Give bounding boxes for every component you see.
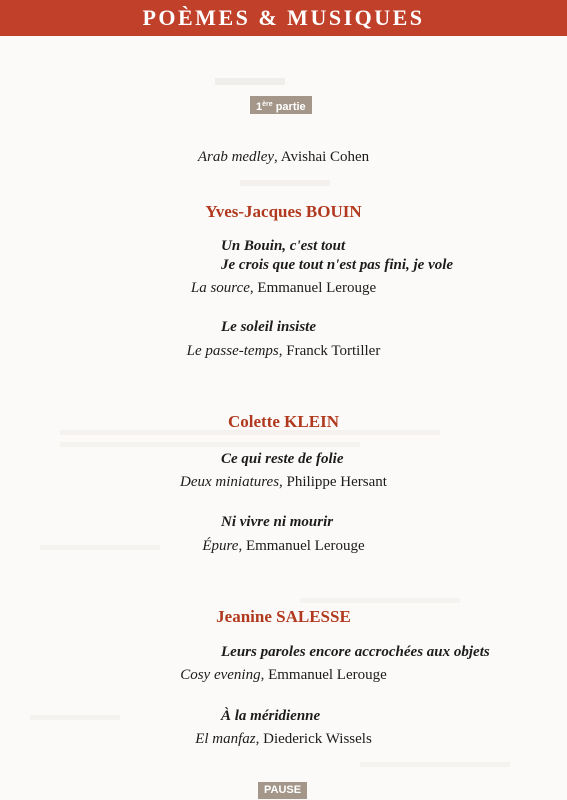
- poem-line: À la méridienne: [221, 708, 321, 724]
- poem-line: Ce qui reste de folie: [221, 451, 344, 467]
- music-piece: [0, 474, 567, 491]
- header-banner: [0, 0, 567, 36]
- music-title: La source: [190, 280, 250, 296]
- music-composer: , Philippe Hersant: [279, 474, 387, 490]
- part-number: 1: [256, 101, 263, 113]
- music-composer: , Emmanuel Lerouge: [249, 280, 377, 296]
- music-title: Cosy evening: [180, 667, 261, 683]
- poem-line: Je crois que tout n'est pas fini, je vole: [221, 257, 454, 273]
- opening-piece: [0, 149, 567, 166]
- music-piece: [0, 280, 567, 297]
- poem-title: [221, 707, 320, 726]
- music-title: Deux miniatures: [180, 474, 280, 490]
- music-piece: [0, 343, 567, 360]
- poem-title: [221, 450, 343, 469]
- music-title: El manfaz: [195, 731, 256, 747]
- music-title: Épure: [202, 538, 239, 554]
- part-label: [250, 96, 312, 114]
- poem-line: Un Bouin, c'est tout: [221, 238, 346, 254]
- part-ordinal: ère: [262, 101, 273, 108]
- poem-title: [221, 643, 490, 662]
- poem-line: Le soleil insiste: [221, 319, 316, 335]
- music-piece: [0, 667, 567, 684]
- poet-name: Yves-Jacques BOUIN: [205, 202, 362, 221]
- poet-name: Jeanine SALESSE: [216, 607, 351, 626]
- page-title: POÈMES & MUSIQUES: [142, 5, 425, 30]
- poem-title: [221, 513, 333, 532]
- poem-line: Ni vivre ni mourir: [221, 514, 334, 530]
- part-word: partie: [272, 101, 306, 113]
- poet-name: Colette KLEIN: [228, 412, 339, 431]
- music-title: Arab medley: [197, 149, 275, 165]
- pause-label: PAUSE: [258, 782, 307, 799]
- music-composer: , Emmanuel Lerouge: [238, 538, 365, 554]
- music-piece: [0, 538, 567, 555]
- music-composer: , Emmanuel Lerouge: [260, 667, 387, 683]
- poem-title: [221, 318, 316, 337]
- poem-line: Leurs paroles encore accrochées aux objets: [221, 644, 490, 660]
- music-piece: [0, 731, 567, 748]
- music-title: Le passe-temps: [186, 343, 279, 359]
- poem-title: [221, 237, 453, 275]
- music-composer: , Avishai Cohen: [274, 149, 370, 165]
- music-composer: , Franck Tortiller: [278, 343, 381, 359]
- music-composer: , Diederick Wissels: [255, 731, 372, 747]
